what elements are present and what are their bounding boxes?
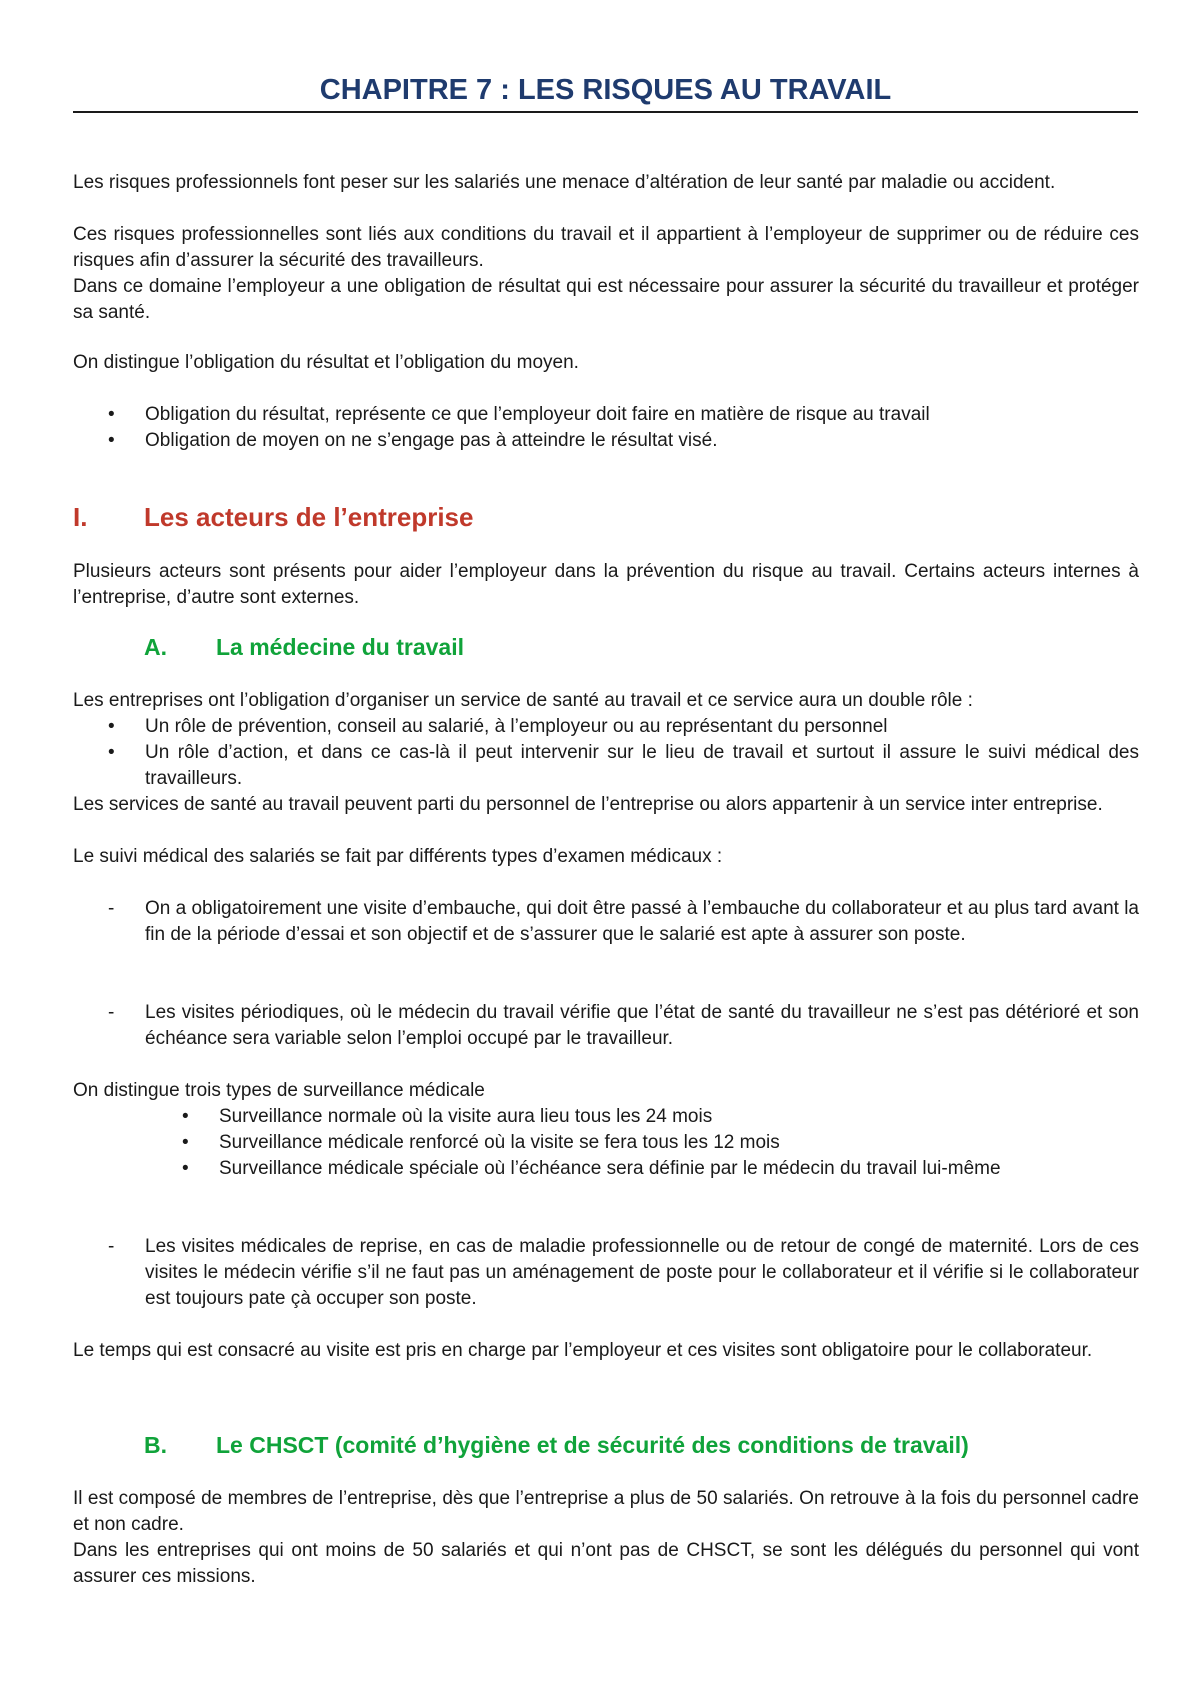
section-number: I. [73,502,88,532]
sectionA-paragraph-3: Le suivi médical des salariés se fait par différents types d’examen médicaux : [73,846,723,867]
list-item: Un rôle de prévention, conseil au salarié, à l’employeur ou au représentant du personnel [145,716,888,737]
sub-list-item: Surveillance normale où la visite aura lieu tous les 24 mois [219,1106,713,1127]
bullet-glyph: • [182,1106,189,1127]
sub-list-item: Surveillance médicale renforcé où la visite se fera tous les 12 mois [219,1132,780,1153]
sectionA-paragraph-2: Les services de santé au travail peuvent parti du personnel de l’entreprise ou alors appartenir à un service inter entreprise. [73,794,1103,815]
sectionA-paragraph-5: Le temps qui est consacré au visite est pris en charge par l’employeur et ces visites sont obligatoire pour le collaborateur. [73,1340,1093,1361]
intro-paragraph-3: Dans ce domaine l’employeur a une obligation de résultat qui est nécessaire pour assurer la sécurité du travailleur et protéger sa santé. [73,276,1139,323]
subsection-heading: La médecine du travail [216,634,464,660]
bullet-glyph: • [108,430,115,451]
list-item: Obligation de moyen on ne s’engage pas à atteindre le résultat visé. [145,430,718,451]
sectionB-paragraph-1: Il est composé de membres de l’entreprise, dès que l’entreprise a plus de 50 salariés. On retrouve à la fois du personnel cadre et non cadre. [73,1488,1139,1535]
bullet-glyph: • [108,404,115,425]
subsection-heading: Le CHSCT (comité d’hygiène et de sécurité des conditions de travail) [216,1432,969,1458]
dash-glyph: - [108,1002,115,1023]
list-item: Obligation du résultat, représente ce que l’employeur doit faire en matière de risque au travail [145,404,930,425]
sectionB-paragraph-2: Dans les entreprises qui ont moins de 50 salariés et qui n’ont pas de CHSCT, se sont les délégués du personnel qui vont assurer ces missions. [73,1540,1139,1587]
subsection-number: B. [144,1432,167,1458]
intro-paragraph-4: On distingue l’obligation du résultat et l’obligation du moyen. [73,352,579,373]
section-heading: Les acteurs de l’entreprise [144,502,474,532]
dash-list-item: Les visites médicales de reprise, en cas de maladie professionnelle ou de retour de congé de maternité. Lors de ces visites le médecin vérifie s’il ne faut pas un aménagement de poste pour le collaborateur et il vérifie si le collaborateur est toujours pate çà occuper son poste. [145,1236,1139,1309]
section1-paragraph: Plusieurs acteurs sont présents pour aider l’employeur dans la prévention du risque au travail. Certains acteurs internes à l’entreprise, d’autre sont externes. [73,561,1139,608]
title-underline [73,111,1138,113]
dash-glyph: - [108,898,115,919]
bullet-glyph: • [182,1132,189,1153]
sectionA-paragraph-1: Les entreprises ont l’obligation d’organiser un service de santé au travail et ce service aura un double rôle : [73,690,973,711]
sectionA-paragraph-4: On distingue trois types de surveillance médicale [73,1080,485,1101]
intro-paragraph-2: Ces risques professionnelles sont liés aux conditions du travail et il appartient à l’employeur de supprimer ou de réduire ces risques afin d’assurer la sécurité des travailleurs. [73,224,1139,271]
bullet-glyph: • [108,716,115,737]
list-item: Un rôle d’action, et dans ce cas-là il peut intervenir sur le lieu de travail et surtout il assure le suivi médical des travailleurs. [145,742,1139,789]
dash-glyph: - [108,1236,115,1257]
dash-list-item: On a obligatoirement une visite d’embauche, qui doit être passé à l’embauche du collaborateur et au plus tard avant la fin de la période d’essai et son objectif et de s’assurer que le salarié est apte à assurer son poste. [145,898,1139,945]
bullet-glyph: • [182,1158,189,1179]
sub-list-item: Surveillance médicale spéciale où l’échéance sera définie par le médecin du travail lui-même [219,1158,1001,1179]
bullet-glyph: • [108,742,115,763]
intro-paragraph-1: Les risques professionnels font peser sur les salariés une menace d’altération de leur santé par maladie ou accident. [73,172,1056,193]
page-title: CHAPITRE 7 : LES RISQUES AU TRAVAIL [319,74,892,106]
dash-list-item: Les visites périodiques, où le médecin du travail vérifie que l’état de santé du travailleur ne s’est pas détérioré et son échéance sera variable selon l’emploi occupé par le travailleur. [145,1002,1139,1049]
subsection-number: A. [144,634,167,660]
